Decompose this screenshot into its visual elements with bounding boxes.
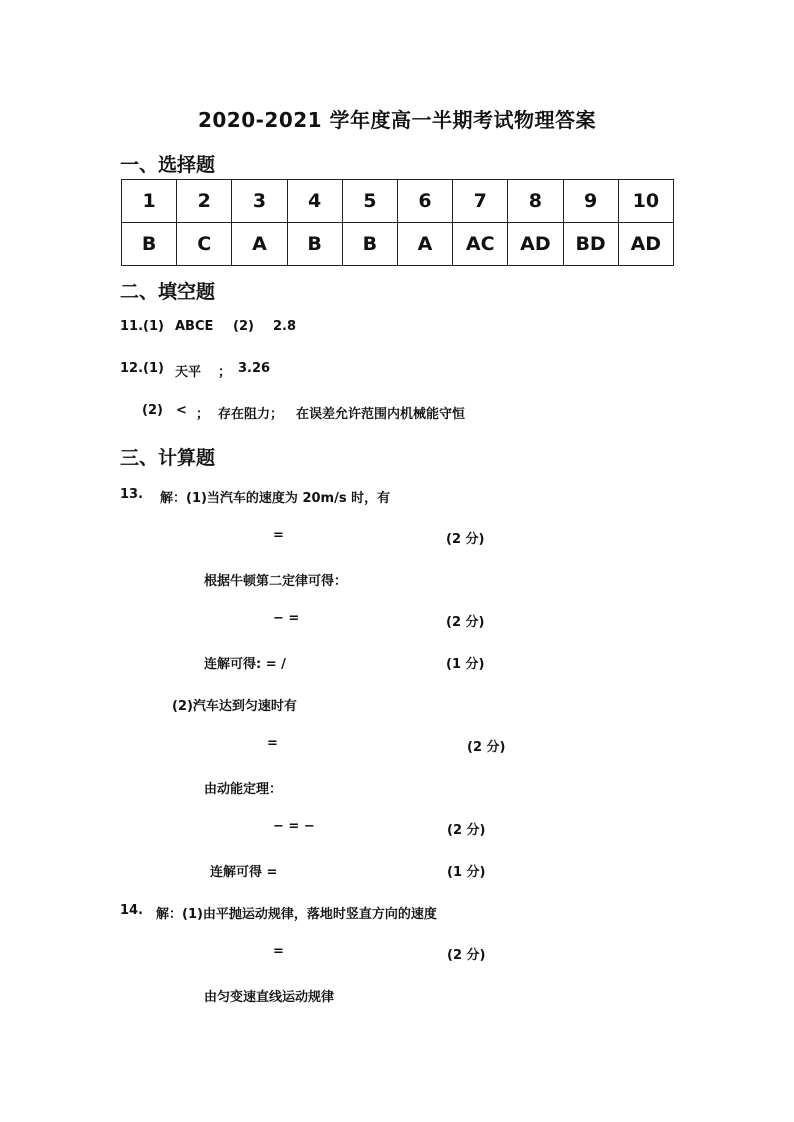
q12-part-2-label: (2) — [142, 403, 163, 418]
q13-solve-2: 连解可得 = — [210, 865, 278, 880]
q12-separator: ； — [218, 365, 232, 380]
table-cell: 3 — [232, 180, 287, 223]
table-cell: 1 — [122, 180, 177, 223]
q11-part-2-label: (2) — [233, 319, 254, 334]
q12-answer-4: 存在阻力； — [218, 407, 284, 422]
q12-separator-2: ； — [196, 407, 210, 422]
q13-solve-1: 连解可得: = / — [204, 657, 286, 672]
section-heading-fill: 二、填空题 — [120, 281, 216, 303]
q13-points-3: (1 分) — [446, 657, 485, 672]
table-cell: AD — [618, 223, 673, 266]
table-cell: AC — [453, 223, 508, 266]
table-cell: B — [287, 223, 342, 266]
q13-part-2: (2)汽车达到匀速时有 — [172, 699, 297, 714]
table-cell: 2 — [177, 180, 232, 223]
section-heading-choice: 一、选择题 — [120, 154, 216, 176]
table-cell: A — [397, 223, 452, 266]
q14-uniform-motion-law: 由匀变速直线运动规律 — [204, 990, 335, 1005]
q14-equation-1: = — [273, 944, 284, 959]
table-cell: A — [232, 223, 287, 266]
q13-points-4: (2 分) — [467, 740, 506, 755]
q12-answer-5: 在误差允许范围内机械能守恒 — [296, 407, 466, 422]
q13-points-1: (2 分) — [446, 532, 485, 547]
q14-points-1: (2 分) — [447, 948, 486, 963]
q13-points-5: (2 分) — [447, 823, 486, 838]
table-cell: 10 — [618, 180, 673, 223]
table-cell: 8 — [508, 180, 563, 223]
choice-answer-table — [121, 179, 674, 266]
table-cell: B — [122, 223, 177, 266]
q14-intro: 解：(1)由平抛运动规律，落地时竖直方向的速度 — [156, 907, 437, 922]
table-cell: 7 — [453, 180, 508, 223]
q13-newton-law: 根据牛顿第二定律可得： — [204, 574, 348, 589]
table-cell: AD — [508, 223, 563, 266]
table-cell: B — [342, 223, 397, 266]
page-title: 2020-2021 学年度高一半期考试物理答案 — [197, 108, 597, 132]
q11-answer-2: 2.8 — [273, 319, 297, 334]
q13-equation-2: − = — [273, 611, 300, 626]
q13-equation-4: − = − — [273, 819, 315, 834]
q12-answer-3: < — [176, 403, 187, 418]
q13-equation-1: = — [273, 528, 284, 543]
section-heading-calc: 三、计算题 — [120, 447, 216, 469]
table-cell: BD — [563, 223, 618, 266]
table-cell: 5 — [342, 180, 397, 223]
q13-label: 13. — [120, 487, 144, 502]
q12-label: 12.(1) — [120, 361, 164, 376]
q13-equation-3: = — [267, 736, 278, 751]
table-cell: 4 — [287, 180, 342, 223]
q11-answer-1: ABCE — [175, 319, 214, 334]
table-cell: 9 — [563, 180, 618, 223]
q13-energy-theorem: 由动能定理： — [204, 782, 283, 797]
q11-label: 11.(1) — [120, 319, 164, 334]
q13-intro: 解：(1)当汽车的速度为 20m/s 时，有 — [160, 491, 391, 506]
q13-points-2: (2 分) — [446, 615, 485, 630]
q12-answer-2: 3.26 — [238, 361, 271, 376]
table-row-numbers — [122, 180, 674, 223]
table-row-answers — [122, 223, 674, 266]
q14-label: 14. — [120, 903, 144, 918]
q13-points-6: (1 分) — [447, 865, 486, 880]
table-cell: C — [177, 223, 232, 266]
q12-answer-1: 天平 — [175, 365, 202, 380]
table-cell: 6 — [397, 180, 452, 223]
